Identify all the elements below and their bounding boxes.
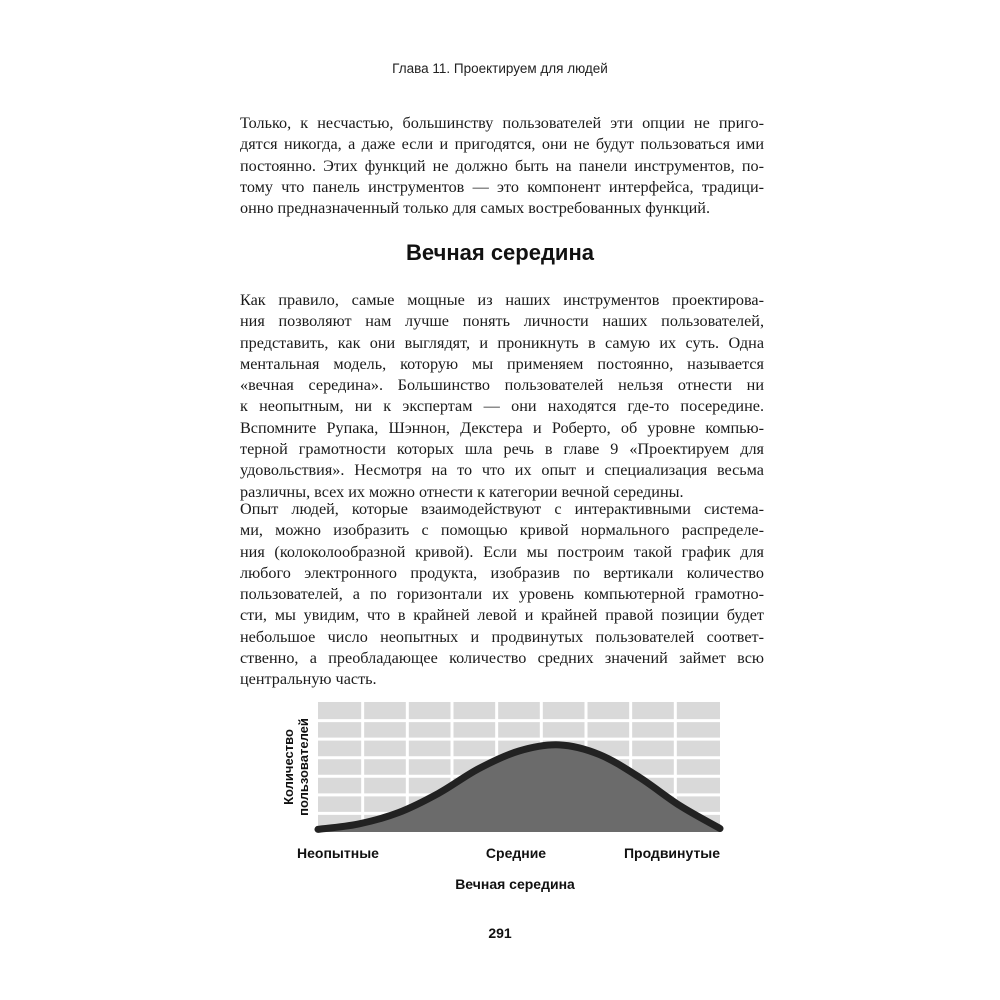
paragraph-2 [240, 290, 764, 503]
paragraph-line: ния позволяют нам лучше понять личности наших пользователей, [240, 312, 764, 331]
y-axis-label-line: Количество [281, 729, 296, 805]
paragraph-line: небольшое число неопытных и продвинутых пользователей соответ- [240, 627, 764, 646]
paragraph-line: тому что панель инструментов — это компонент интерфейса, традици- [240, 177, 764, 196]
paragraph-line: ственно, а преобладающее количество средних значений займет всю [240, 649, 764, 668]
paragraph-line: к неопытным, ни к экспертам — они находятся где-то посередине. [240, 397, 764, 416]
paragraph-line: онно предназначенный только для самых востребованных функций. [240, 199, 711, 218]
chart-svg [280, 700, 740, 900]
paragraph-line: представить, как они выглядят, и проникнуть в самую их суть. Одна [240, 333, 764, 352]
paragraph-3 [240, 499, 764, 691]
paragraph-1 [240, 113, 764, 219]
paragraph-line: различны, всех их можно отнести к категории вечной середины. [240, 482, 684, 501]
paragraph-line: ния (колоколообразной кривой). Если мы построим такой график для [240, 542, 764, 561]
y-axis-label-line: пользователей [296, 718, 311, 816]
paragraph-line: ментальная модель, которую мы применяем постоянно, называется [240, 354, 764, 373]
page-number: 291 [488, 925, 512, 941]
running-header: Глава 11. Проектируем для людей [392, 61, 608, 76]
paragraph-line: Как правило, самые мощные из наших инструментов проектирова- [240, 291, 764, 309]
paragraph-line: пользователей, а по горизонтали их уровень компьютерной грамотно- [240, 585, 764, 604]
x-axis-label: Вечная середина [455, 876, 575, 892]
paragraph-line: дятся никогда, а даже если и пригодятся, они не будут пользоваться ими [240, 135, 764, 154]
x-category-label: Неопытные [297, 845, 379, 861]
paragraph-line: постоянно. Этих функций не должно быть на панели инструментов, по- [240, 156, 764, 175]
paragraph-line: удовольствия». Несмотря на то что их опыт и специализация весьма [240, 461, 764, 480]
paragraph-line: терной грамотности которых шла речь в главе 9 «Проектируем для [240, 440, 764, 459]
x-category-label: Продвинутые [623, 845, 721, 861]
paragraph-line: центральную часть. [240, 670, 377, 689]
paragraph-line: любого электронного продукта, изобразив по вертикали количество [240, 563, 764, 582]
paragraph-line: «вечная середина». Большинство пользователей нельзя отнести ни [240, 376, 764, 395]
x-category-label: Средние [485, 845, 547, 861]
bell-curve-chart [280, 700, 740, 900]
y-axis-label [281, 718, 311, 816]
paragraph-line: Только, к несчастью, большинству пользователей эти опции не приго- [240, 114, 764, 132]
paragraph-line: Вспомните Рупака, Шэннон, Декстера и Роберто, об уровне компью- [240, 418, 764, 437]
paragraph-line: ми, можно изобразить с помощью кривой нормального распределе- [240, 521, 764, 540]
paragraph-line: Опыт людей, которые взаимодействуют с интерактивными система- [240, 500, 764, 518]
section-heading: Вечная середина [406, 240, 594, 265]
paragraph-line: сти, мы увидим, что в крайней левой и крайней правой позиции будет [240, 606, 764, 625]
